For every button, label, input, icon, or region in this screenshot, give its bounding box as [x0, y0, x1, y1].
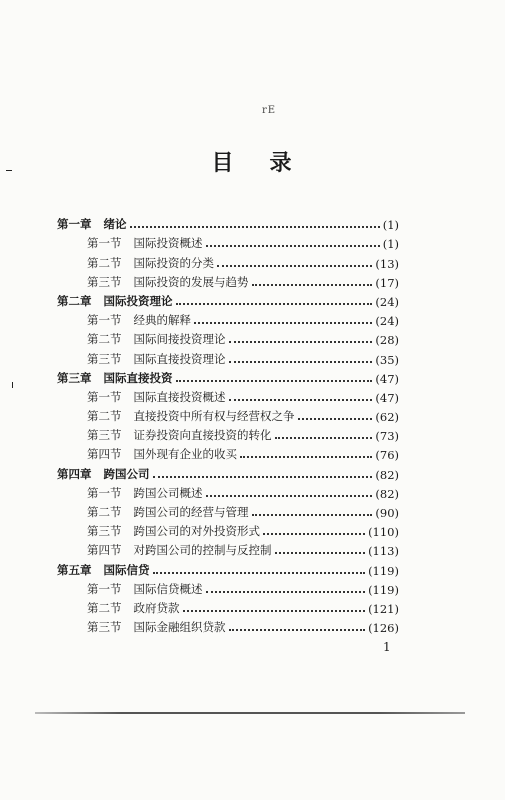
toc-page-ref: (47) — [375, 390, 399, 405]
toc-chapter-row — [57, 290, 399, 309]
toc-page-ref: (126) — [368, 621, 399, 636]
toc-page-ref: (24) — [375, 294, 399, 309]
toc-number: 第五章 — [57, 562, 92, 577]
toc-number: 第二节 — [87, 255, 122, 270]
dot-leader — [298, 417, 373, 420]
toc-chapter-row — [57, 213, 399, 232]
toc-title: 国外现有企业的收买 — [133, 447, 237, 462]
toc-title: 国际直接投资理论 — [133, 351, 226, 366]
toc-chapter-row — [57, 462, 399, 481]
header-mark: rE — [262, 105, 277, 116]
toc-section-row — [57, 597, 399, 616]
dot-leader — [275, 551, 366, 554]
page-title — [0, 146, 505, 177]
toc-page-ref: (110) — [368, 525, 399, 540]
toc-page-ref: (1) — [382, 218, 399, 233]
dot-leader — [240, 455, 372, 458]
toc-title: 政府贷款 — [133, 600, 180, 615]
table-of-contents — [57, 213, 399, 635]
toc-title: 证券投资向直接投资的转化 — [133, 428, 272, 443]
toc-number: 第二节 — [87, 332, 122, 347]
margin-mark — [12, 382, 13, 388]
toc-title: 经典的解释 — [133, 313, 191, 328]
toc-section-row — [57, 482, 399, 501]
toc-title: 国际信贷 — [103, 562, 150, 577]
toc-section-row — [57, 424, 399, 443]
toc-number: 第三节 — [87, 351, 122, 366]
title-char: 目 — [211, 150, 236, 176]
toc-number: 第三章 — [57, 370, 92, 385]
toc-page-ref: (119) — [368, 563, 399, 578]
dot-leader — [252, 283, 373, 286]
toc-page-ref: (62) — [375, 410, 399, 425]
toc-section-row — [57, 386, 399, 405]
toc-title: 国际投资理论 — [103, 293, 173, 308]
toc-title: 国际信贷概述 — [133, 581, 203, 596]
toc-section-row — [57, 616, 399, 635]
toc-page-ref: (119) — [368, 582, 399, 597]
dot-leader — [183, 609, 366, 612]
dot-leader — [229, 398, 373, 401]
toc-chapter-row — [57, 367, 399, 386]
dot-leader — [229, 360, 373, 363]
toc-section-row — [57, 578, 399, 597]
toc-number: 第一节 — [87, 236, 122, 251]
dot-leader — [229, 340, 373, 343]
toc-section-row — [57, 232, 399, 251]
toc-section-row — [57, 271, 399, 290]
toc-section-row — [57, 328, 399, 347]
toc-title: 国际直接投资概述 — [133, 389, 226, 404]
dot-leader — [176, 302, 373, 305]
toc-number: 第四节 — [87, 447, 122, 462]
toc-section-row — [57, 405, 399, 424]
toc-title: 国际间接投资理论 — [133, 332, 226, 347]
toc-page-ref: (24) — [375, 314, 399, 329]
dot-leader — [252, 513, 373, 516]
toc-section-row — [57, 539, 399, 558]
toc-section-row — [57, 501, 399, 520]
toc-page-ref: (1) — [382, 237, 399, 252]
toc-page-ref: (17) — [375, 275, 399, 290]
toc-section-row — [57, 443, 399, 462]
toc-page-ref: (13) — [375, 256, 399, 271]
toc-number: 第二节 — [87, 600, 122, 615]
toc-section-row — [57, 309, 399, 328]
dot-leader — [153, 475, 373, 478]
toc-page-ref: (73) — [375, 429, 399, 444]
toc-title: 国际投资的分类 — [133, 255, 214, 270]
margin-mark — [6, 170, 12, 171]
toc-title: 绪论 — [103, 217, 127, 232]
toc-title: 跨国公司 — [103, 466, 150, 481]
toc-number: 第三节 — [87, 620, 122, 635]
toc-number: 第一节 — [87, 485, 122, 500]
toc-number: 第四章 — [57, 466, 92, 481]
toc-number: 第二章 — [57, 293, 92, 308]
toc-number: 第二节 — [87, 409, 122, 424]
toc-page-ref: (113) — [368, 544, 399, 559]
dot-leader — [194, 321, 372, 324]
toc-title: 对跨国公司的控制与反控制 — [133, 543, 272, 558]
dot-leader — [206, 494, 373, 497]
toc-title: 国际投资的发展与趋势 — [133, 274, 249, 289]
toc-section-row — [57, 520, 399, 539]
dot-leader — [206, 590, 366, 593]
toc-title: 跨国公司的经营与管理 — [133, 505, 249, 519]
toc-number: 第二节 — [87, 505, 122, 519]
toc-title: 直接投资中所有权与经营权之争 — [133, 409, 295, 424]
toc-section-row — [57, 251, 399, 270]
toc-number: 第一节 — [87, 313, 122, 328]
toc-chapter-row — [57, 558, 399, 577]
toc-number: 第一章 — [57, 217, 92, 232]
dot-leader — [263, 532, 365, 535]
dot-leader — [217, 264, 372, 267]
toc-page-ref: (82) — [375, 486, 399, 501]
toc-page-ref: (35) — [375, 352, 399, 367]
toc-page-ref: (47) — [375, 371, 399, 386]
page-number: 1 — [383, 640, 391, 654]
title-char: 录 — [269, 150, 294, 176]
toc-page-ref: (82) — [375, 467, 399, 482]
toc-page-ref: (28) — [375, 333, 399, 348]
bottom-rule — [35, 712, 465, 714]
toc-title: 国际直接投资 — [103, 370, 173, 385]
dot-leader — [229, 628, 366, 631]
dot-leader — [206, 244, 380, 247]
toc-number: 第一节 — [87, 389, 122, 404]
dot-leader — [176, 379, 373, 382]
toc-number: 第三节 — [87, 524, 122, 539]
toc-title: 跨国公司的对外投资形式 — [133, 524, 260, 539]
dot-leader — [153, 571, 366, 574]
toc-number: 第四节 — [87, 543, 122, 558]
dot-leader — [130, 225, 380, 228]
toc-number: 第一节 — [87, 581, 122, 596]
toc-page-ref: (76) — [375, 448, 399, 463]
toc-number: 第三节 — [87, 428, 122, 443]
toc-title: 跨国公司概述 — [133, 485, 203, 500]
toc-page-ref: (90) — [375, 506, 399, 520]
toc-page-ref: (121) — [368, 601, 399, 616]
dot-leader — [275, 436, 373, 439]
toc-number: 第三节 — [87, 274, 122, 289]
toc-title: 国际金融组织贷款 — [133, 620, 226, 635]
toc-title: 国际投资概述 — [133, 236, 203, 251]
toc-section-row — [57, 347, 399, 366]
